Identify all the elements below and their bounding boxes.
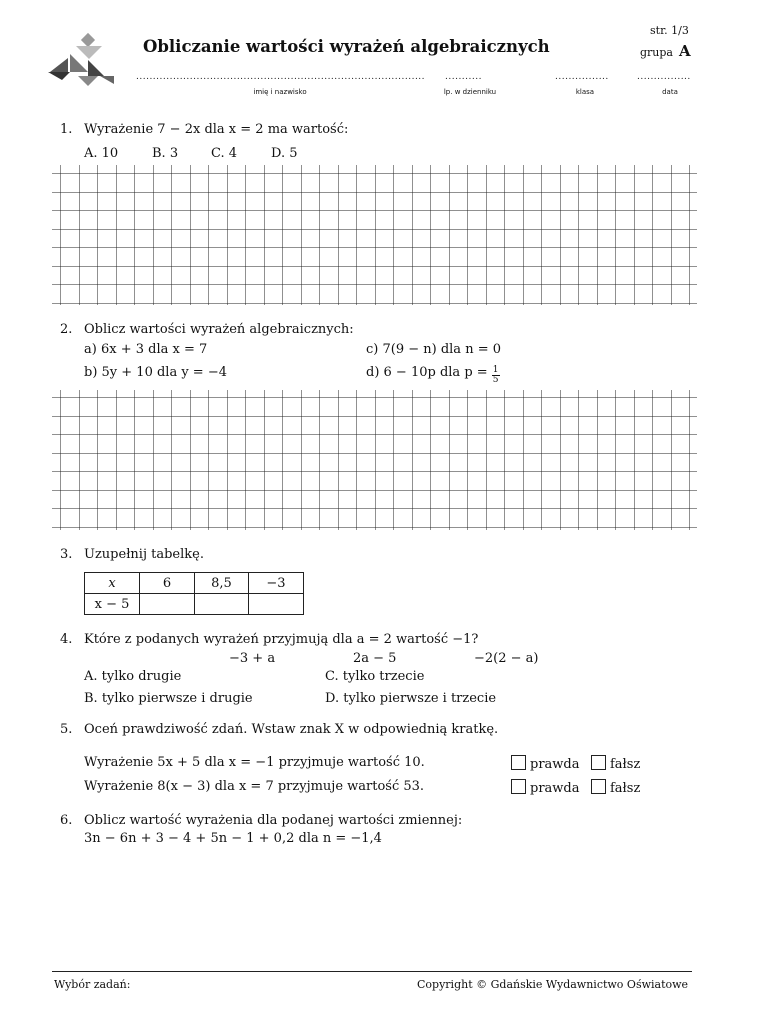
- class-number-field-label: lp. w dzienniku: [443, 88, 497, 96]
- q2-fraction-numerator: 1: [492, 365, 499, 375]
- table-answer-cell[interactable]: [140, 594, 195, 615]
- date-field-label: data: [662, 88, 678, 96]
- true-checkbox[interactable]: [511, 779, 526, 794]
- q4-expression-3: −2(2 − a): [474, 651, 539, 666]
- false-checkbox[interactable]: [591, 779, 606, 794]
- q2-fraction-denominator: 5: [492, 375, 499, 385]
- q4-expression-2: 2a − 5: [353, 651, 397, 666]
- q4-option-a[interactable]: A. tylko drugie: [84, 669, 182, 684]
- name-field-label: imię i nazwisko: [253, 88, 307, 96]
- date-field-line[interactable]: ................: [637, 72, 691, 82]
- false-label: fałsz: [610, 757, 641, 772]
- q6-expression: 3n − 6n + 3 − 4 + 5n − 1 + 0,2 dla n = −1,4: [84, 831, 382, 846]
- q2-item-b: b) 5y + 10 dla y = −4: [84, 365, 227, 380]
- q4-option-b[interactable]: B. tylko pierwsze i drugie: [84, 691, 253, 706]
- q3-text: Uzupełnij tabelkę.: [84, 547, 204, 562]
- table-header-cell: x: [85, 573, 140, 594]
- values-table: [84, 572, 304, 615]
- false-checkbox[interactable]: [591, 755, 606, 770]
- q1-number: 1.: [60, 122, 73, 137]
- q2-item-c: c) 7(9 − n) dla n = 0: [366, 342, 501, 357]
- table-row: [85, 594, 304, 615]
- q2-item-a: a) 6x + 3 dla x = 7: [84, 342, 208, 357]
- table-cell: −3: [249, 573, 304, 594]
- q4-option-c[interactable]: C. tylko trzecie: [325, 669, 425, 684]
- q5-text: Oceń prawdziwość zdań. Wstaw znak X w odpowiednią kratkę.: [84, 722, 499, 737]
- table-cell: 6: [140, 573, 195, 594]
- q4-expression-1: −3 + a: [229, 651, 276, 666]
- footer-divider: [52, 971, 692, 972]
- q5-number: 5.: [60, 722, 73, 737]
- answer-grid-1[interactable]: [52, 165, 697, 305]
- q2-item-d: [366, 365, 500, 385]
- q1-option-c[interactable]: C. 4: [211, 146, 238, 161]
- answer-grid-2[interactable]: [52, 390, 697, 530]
- table-answer-cell[interactable]: [249, 594, 304, 615]
- q6-number: 6.: [60, 813, 73, 828]
- q2-text: Oblicz wartości wyrażeń algebraicznych:: [84, 322, 354, 337]
- true-label: prawda: [530, 757, 580, 772]
- q4-number: 4.: [60, 632, 73, 647]
- class-number-field-line[interactable]: ...........: [445, 72, 482, 82]
- footer-task-selection: Wybór zadań:: [54, 978, 131, 991]
- table-header-cell: x − 5: [85, 594, 140, 615]
- q4-option-d[interactable]: D. tylko pierwsze i trzecie: [325, 691, 497, 706]
- group-value: A: [678, 42, 691, 60]
- group-label: grupa: [640, 46, 673, 59]
- true-checkbox[interactable]: [511, 755, 526, 770]
- q5-statement-1: Wyrażenie 5x + 5 dla x = −1 przyjmuje wartość 10.: [84, 755, 425, 770]
- q1-text: Wyrażenie 7 − 2x dla x = 2 ma wartość:: [84, 122, 349, 137]
- q2-fraction: [492, 366, 500, 385]
- q1-option-a[interactable]: A. 10: [84, 146, 119, 161]
- class-field-label: klasa: [575, 88, 595, 96]
- name-field-line[interactable]: ......................................................................................: [136, 72, 426, 82]
- footer-copyright: Copyright © Gdańskie Wydawnictwo Oświatowe: [417, 978, 689, 991]
- class-field-line[interactable]: ................: [555, 72, 609, 82]
- q5-s1-true-option[interactable]: [511, 755, 580, 772]
- worksheet-title: Obliczanie wartości wyrażeń algebraicznych: [143, 37, 550, 56]
- q4-text: Które z podanych wyrażeń przyjmują dla a = 2 wartość −1?: [84, 632, 479, 647]
- page-number: str. 1/3: [650, 24, 689, 37]
- group-indicator: [640, 42, 691, 60]
- table-answer-cell[interactable]: [195, 594, 249, 615]
- q6-text: Oblicz wartość wyrażenia dla podanej wartości zmiennej:: [84, 813, 463, 828]
- table-cell: 8,5: [195, 573, 249, 594]
- q5-s1-false-option[interactable]: [591, 755, 640, 772]
- table-row: [85, 573, 304, 594]
- publisher-logo: [48, 32, 116, 88]
- q1-option-b[interactable]: B. 3: [152, 146, 179, 161]
- false-label: fałsz: [610, 781, 641, 796]
- q2-item-d-text: d) 6 − 10p dla p =: [366, 365, 492, 380]
- q2-number: 2.: [60, 322, 73, 337]
- q3-number: 3.: [60, 547, 73, 562]
- q5-s2-true-option[interactable]: [511, 779, 580, 796]
- q5-s2-false-option[interactable]: [591, 779, 640, 796]
- true-label: prawda: [530, 781, 580, 796]
- q5-statement-2: Wyrażenie 8(x − 3) dla x = 7 przyjmuje wartość 53.: [84, 779, 425, 794]
- q1-option-d[interactable]: D. 5: [271, 146, 298, 161]
